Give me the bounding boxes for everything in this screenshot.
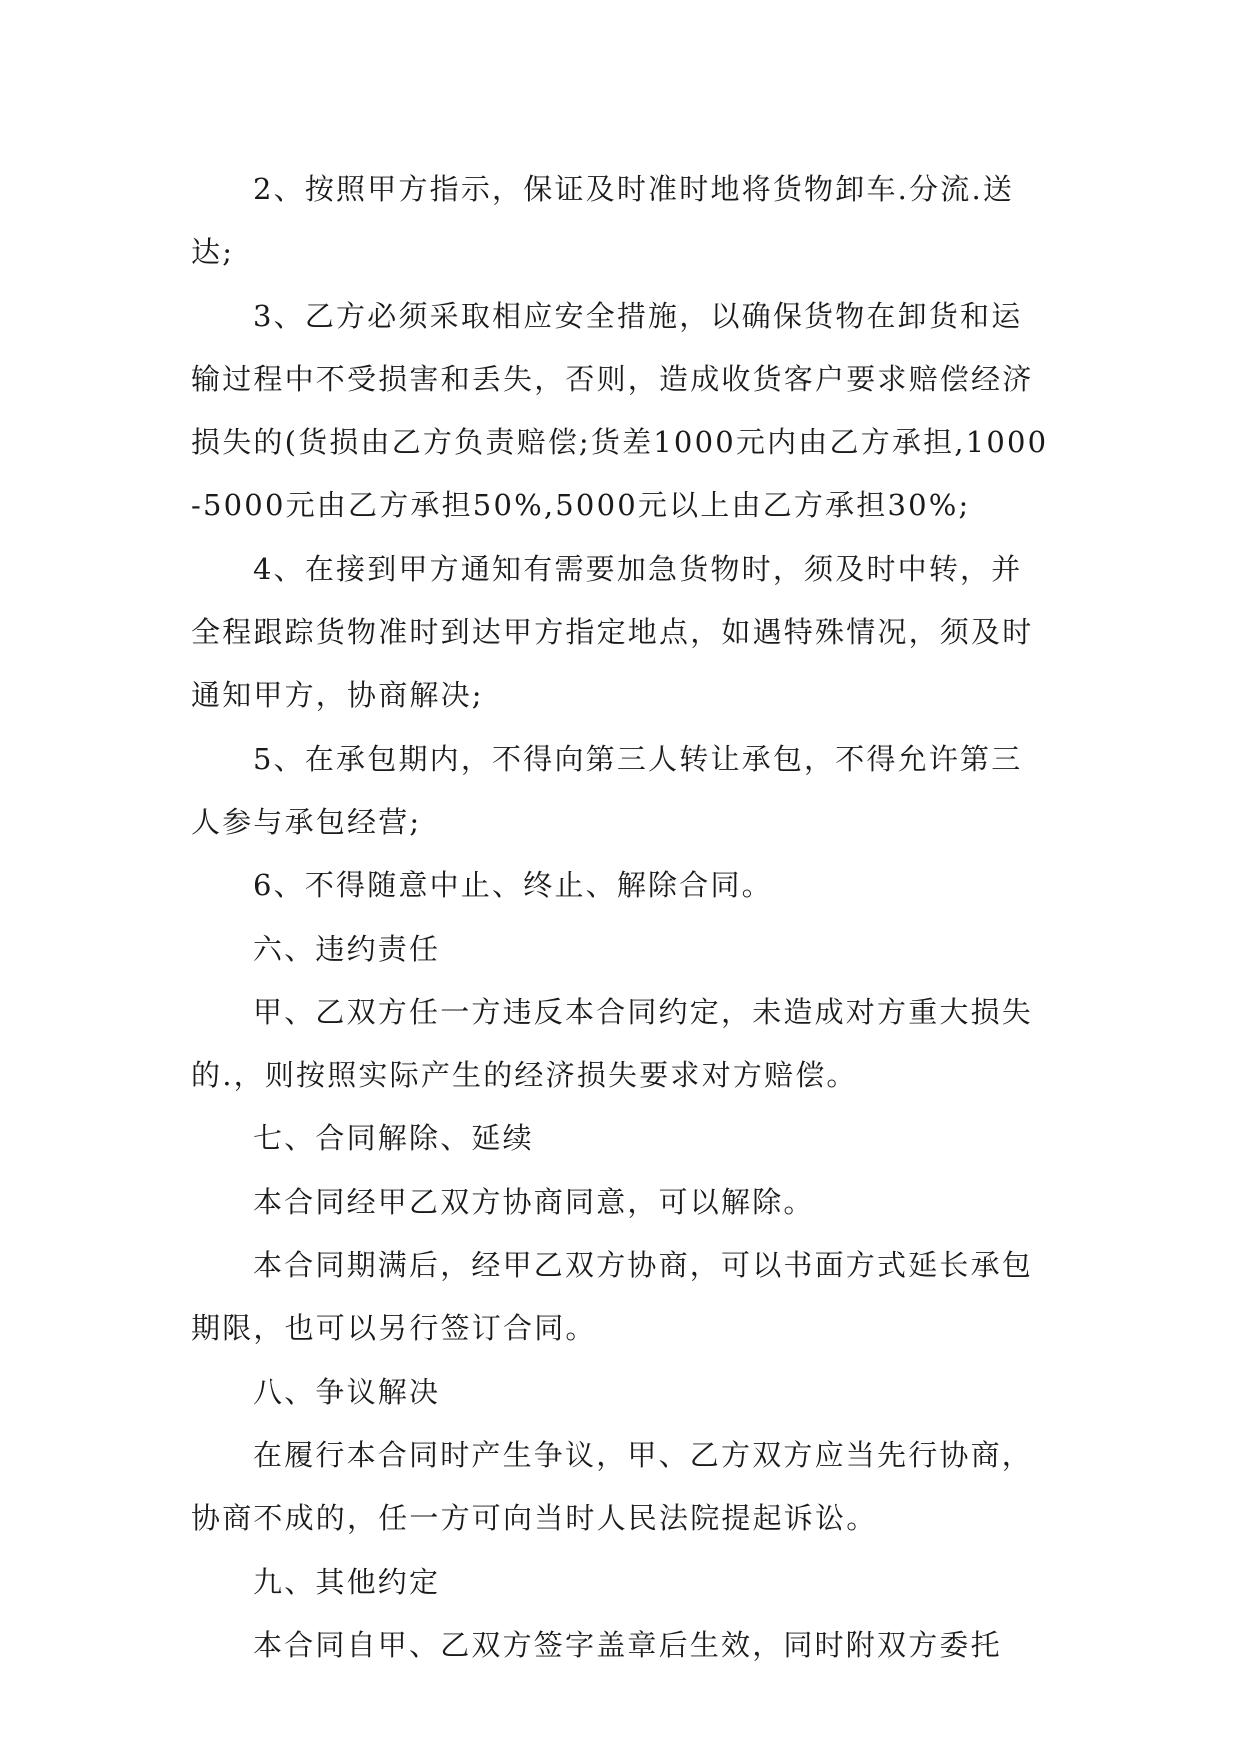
section-9-heading: 九、其他约定 xyxy=(253,1564,441,1599)
clause-5-paragraph: 5、在承包期内，不得向第三人转让承包，不得允许第三人参与承包经营; xyxy=(191,741,1023,839)
document-body xyxy=(191,158,1051,1677)
section-6-heading: 六、违约责任 xyxy=(253,931,441,966)
section-7-heading: 七、合同解除、延续 xyxy=(253,1121,534,1156)
clause-6-paragraph: 6、不得随意中止、终止、解除合同。 xyxy=(253,868,773,903)
termination-paragraph: 本合同经甲乙双方协商同意，可以解除。 xyxy=(253,1184,815,1219)
section-8-heading: 八、争议解决 xyxy=(253,1374,441,1409)
liability-paragraph: 甲、乙双方任一方违反本合同约定，未造成对方重大损失的.，则按照实际产生的经济损失要求对方赔偿。 xyxy=(191,994,1034,1093)
clause-4-paragraph: 4、在接到甲方通知有需要加急货物时，须及时中转，并全程跟踪货物准时到达甲方指定地点，如遇特殊情况，须及时通知甲方，协商解决; xyxy=(191,551,1034,713)
other-terms-paragraph: 本合同自甲、乙双方签字盖章后生效，同时附双方委托 xyxy=(253,1627,1002,1662)
clause-2-paragraph: 2、按照甲方指示，保证及时准时地将货物卸车.分流.送达; xyxy=(191,172,1015,270)
extension-paragraph: 本合同期满后，经甲乙双方协商，可以书面方式延长承包期限，也可以另行签订合同。 xyxy=(191,1248,1034,1346)
dispute-paragraph: 在履行本合同时产生争议，甲、乙方双方应当先行协商，协商不成的，任一方可向当时人民法院提起诉讼。 xyxy=(191,1437,1034,1536)
clause-3-paragraph: 3、乙方必须采取相应安全措施，以确保货物在卸货和运输过程中不受损害和丢失，否则，造成收货客户要求赔偿经济损失的(货损由乙方负责赔偿;货差1000元内由乙方承担,1000-5000元由乙方承担50%,5000元以上由乙方承担30%; xyxy=(191,298,1049,523)
